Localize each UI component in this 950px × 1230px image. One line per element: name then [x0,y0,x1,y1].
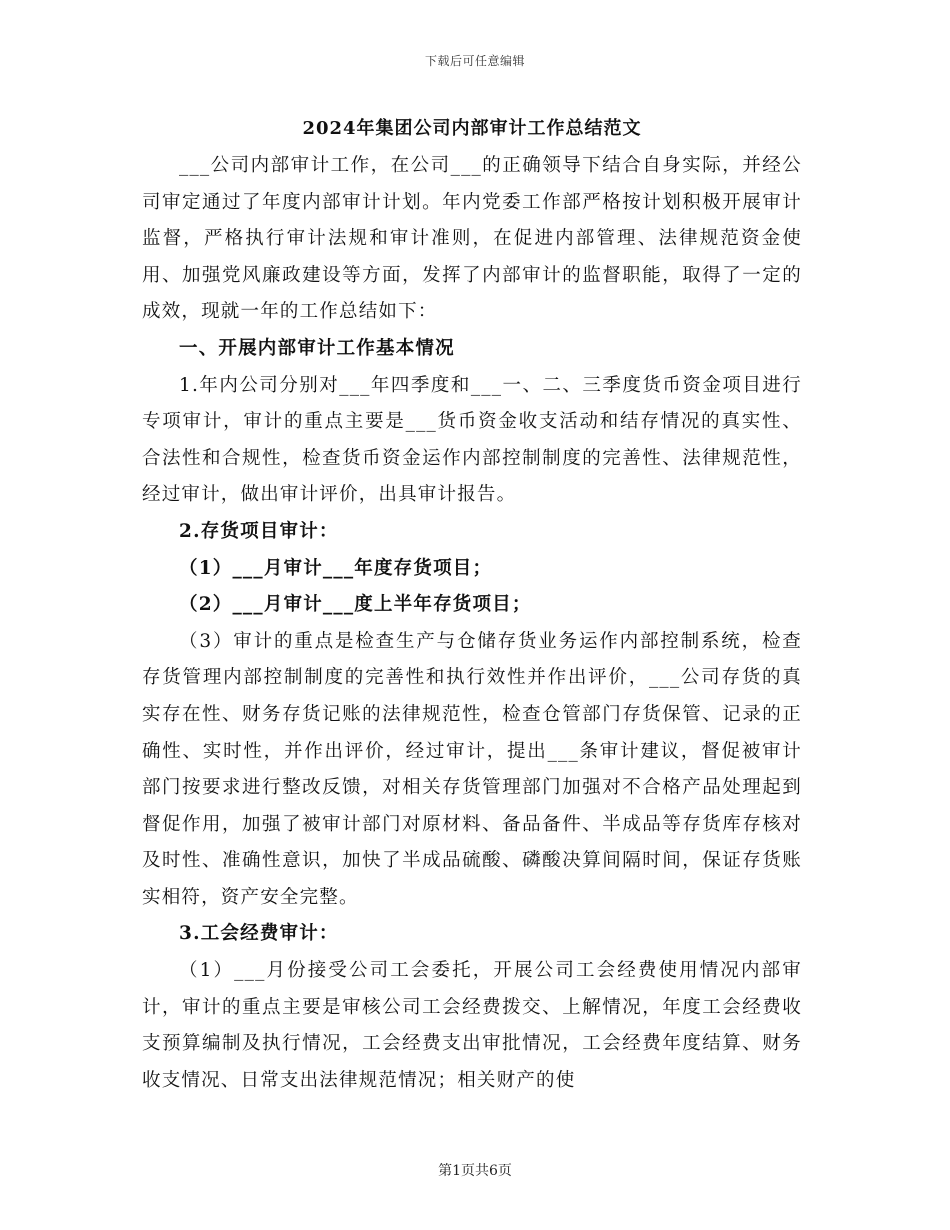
paragraph-union-audit: （1）___月份接受公司工会委托，开展公司工会经费使用情况内部审计，审计的重点主要是审核公司工会经费拨交、上解情况，年度工会经费收支预算编制及执行情况，工会经费支出审批情况，工会经费年度结算、财务收支情况、日常支出法律规范情况；相关财产的使 [142,960,802,1091]
page-header: 下载后可任意编辑 [424,54,525,68]
page-footer: 第1页共6页 [438,1163,512,1179]
subheading-inventory-audit: 2.存货项目审计： [179,520,339,542]
section-heading-1: 一、开展内部审计工作基本情况 [179,337,455,359]
list-item-1: （1）___月审计___年度存货项目； [179,557,493,579]
paragraph-inventory-focus: （3）审计的重点是检查生产与仓储存货业务运作内部控制系统，检查存货管理内部控制制度的完善性和执行效性并作出评价，___公司存货的真实存在性、财务存货记账的法律规范性，检查仓管部门存货保管、记录的正确性、实时性，并作出评价，经过审计，提出___条审计建议，督促被审计部门按要求进行整改反馈，对相关存货管理部门加强对不合格产品处理起到督促作用，加强了被审计部门对原材料、备品备件、半成品等存货库存核对及时性、准确性意识，加快了半成品硫酸、磷酸决算间隔时间，保证存货账实相符，资产安全完整。 [142,630,802,908]
intro-paragraph: ___公司内部审计工作，在公司___的正确领导下结合自身实际，并经公司审定通过了年度内部审计计划。年内党委工作部严格按计划积极开展审计监督，严格执行审计法规和审计准则，在促进内部管理、法律规范资金使用、加强党风廉政建设等方面，发挥了内部审计的监督职能，取得了一定的成效，现就一年的工作总结如下： [142,155,802,323]
document-body [142,110,802,1099]
document-title: 2024年集团公司内部审计工作总结范文 [302,118,642,139]
subheading-union-audit: 3.工会经费审计： [179,923,339,945]
paragraph-monetary-audit: 1.年内公司分别对___年四季度和___一、二、三季度货币资金项目进行专项审计，审计的重点主要是___货币资金收支活动和结存情况的真实性、合法性和合规性，检查货币资金运作内部控制制度的完善性、法律规范性，经过审计，做出审计评价，出具审计报告。 [142,374,802,506]
list-item-2: （2）___月审计___度上半年存货项目； [179,594,532,616]
